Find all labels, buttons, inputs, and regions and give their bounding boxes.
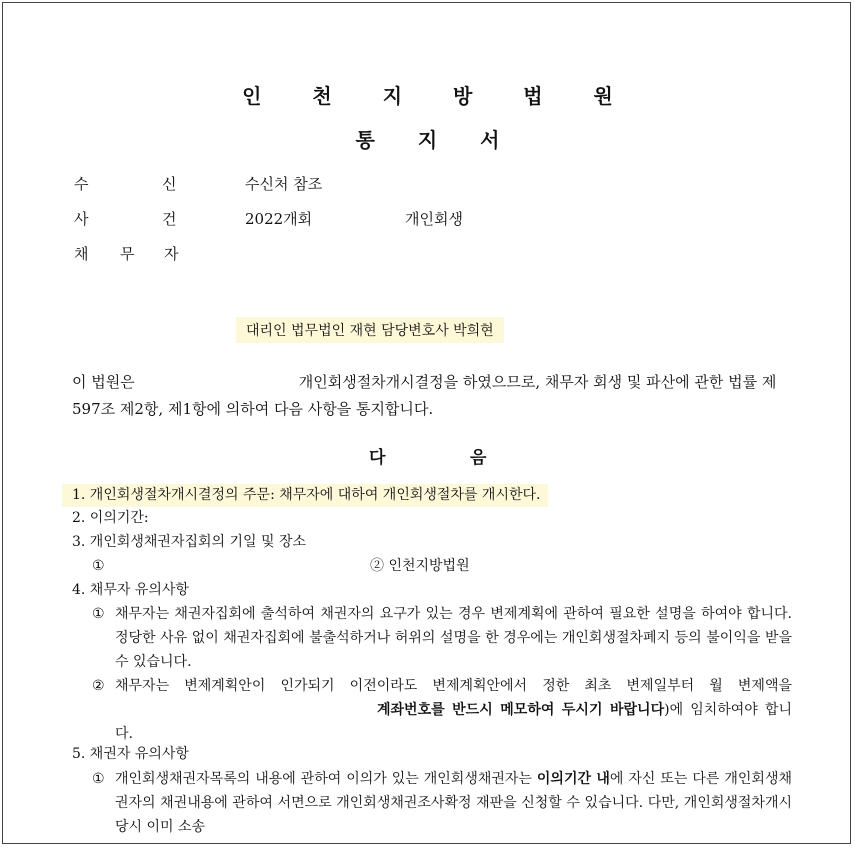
item-3-circle-1: ① — [92, 558, 105, 574]
recipient-value: 수신처 참조 — [245, 175, 323, 193]
item-3: 3. 개인회생채권자집회의 기일 및 장소 — [72, 534, 307, 550]
debtor-label-2: 무 — [120, 245, 135, 263]
section-heading-left: 다 — [369, 448, 386, 468]
item-4-sub-2-bold: 계좌번호를 반드시 메모하여 두시기 바랍니다 — [377, 702, 665, 718]
debtor-label-1: 채 — [74, 245, 89, 263]
item-4-sub-1-text: 채무자는 채권자집회에 출석하여 채권자의 요구가 있는 경우 변제계획에 관하여 필요한 설명을 하여야 합니다. 정당한 사유 없이 채권자집회에 불출석하거나 허위의 설명을 한 경우에는 개인회생절차폐지 등의 불이익을 받을 수 있습니다. — [115, 606, 792, 670]
item-5-sub-1-text-b: 에 자신 또는 다른 개인회생채권자의 채권내용에 관하여 서면으로 개인회생채권조사확정 재판을 신청할 수 있습니다. 다만, 개인회생절차개시 당시 이미 소송 — [115, 771, 792, 835]
item-5-sub-1-bold: 이의기간 내 — [536, 771, 610, 787]
item-2: 2. 이의기간: — [72, 510, 149, 526]
item-5-sub-1 — [92, 767, 792, 839]
item-4-sub-2-text-b: )에 임치하여야 합니다. — [115, 702, 792, 742]
intro-paragraph — [72, 369, 787, 423]
item-4-sub-1 — [92, 602, 792, 674]
debtor-label-3: 자 — [164, 245, 179, 263]
case-number: 2022개회 — [245, 210, 313, 228]
intro-prefix: 이 법원은 — [72, 373, 135, 391]
section-heading-right: 음 — [470, 448, 487, 468]
recipient-label-2: 신 — [162, 175, 177, 193]
item-3-circle-2: ② 인천지방법원 — [370, 558, 470, 574]
item-4: 4. 채무자 유의사항 — [72, 582, 189, 598]
item-4-sub-1-number: ① — [92, 606, 105, 622]
agent-line: 대리인 법무법인 재현 담당변호사 박희현 — [236, 317, 504, 343]
item-4-sub-2-text-a: 채무자는 변제계획안이 인가되기 이전이라도 변제계획안에서 정한 최초 변제일부터 월 변제액을 — [115, 678, 792, 694]
case-type: 개인회생 — [405, 210, 463, 228]
item-5-sub-1-number: ① — [92, 771, 105, 787]
intro-rest: 개인회생절차개시결정을 하였으므로, 채무자 회생 및 파산에 관한 법률 제597조 제2항, 제1항에 의하여 다음 사항을 통지합니다. — [72, 373, 777, 418]
item-5-sub-1-text-a: 개인회생채권자목록의 내용에 관하여 이의가 있는 개인회생채권자는 — [115, 771, 532, 787]
court-name: 인 천 지 방 법 원 — [242, 84, 635, 108]
item-5: 5. 채권자 유의사항 — [72, 746, 189, 762]
item-4-sub-2 — [92, 674, 792, 746]
case-label-1: 사 — [74, 210, 89, 228]
item-4-sub-2-number: ② — [92, 678, 105, 694]
item-1: 1. 개인회생절차개시결정의 주문: 채무자에 대하여 개인회생절차를 개시한다. — [62, 484, 548, 507]
case-label-2: 건 — [162, 210, 177, 228]
document-title: 통 지 서 — [355, 128, 518, 152]
recipient-label-1: 수 — [74, 175, 89, 193]
